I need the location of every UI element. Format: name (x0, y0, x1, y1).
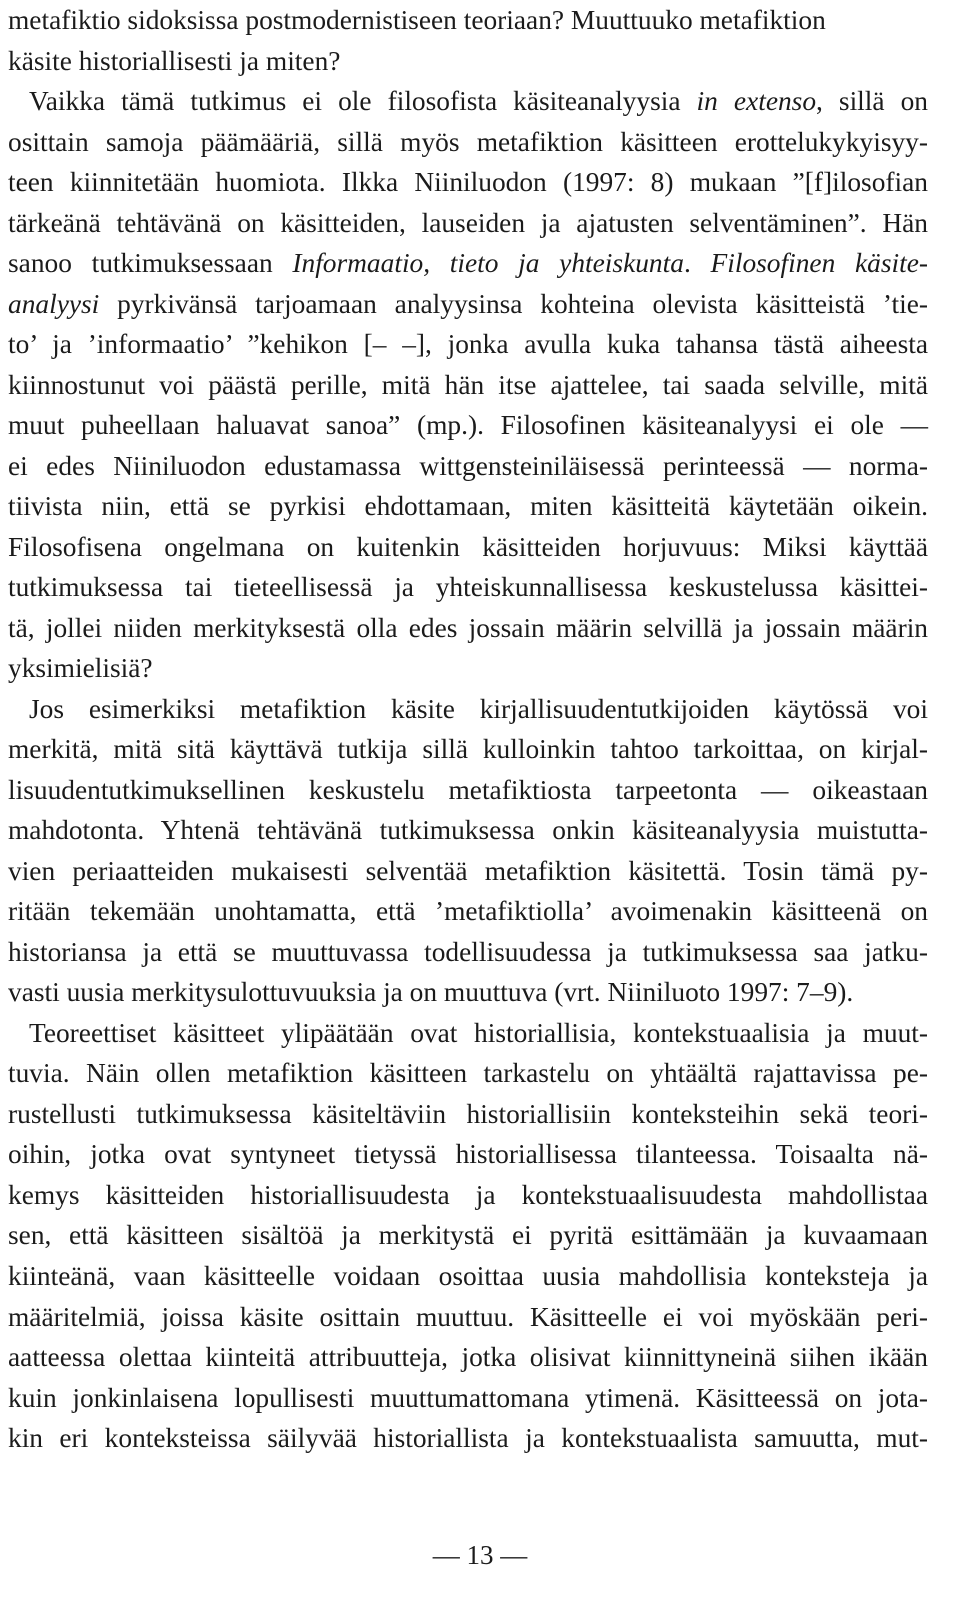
text-line (8, 446, 928, 487)
text-segment: tä, jollei niiden merkityksestä olla edes jossain määrin selvillä ja jossain määrin (8, 612, 928, 643)
text-segment: mahdotonta. Yhtenä tehtävänä tutkimuksessa onkin käsiteanalyysia muistutta- (8, 815, 928, 846)
text-segment: historiansa ja että se muuttuvassa todellisuudessa ja tutkimuksessa saa jatku- (8, 936, 928, 967)
text-line (8, 1337, 928, 1378)
text-segment: aatteessa olettaa kiinteitä attribuutteja, jotka olisivat kiinnittyneinä siihen ikään (8, 1342, 928, 1373)
text-segment: rustellusti tutkimuksessa käsiteltäviin historiallisiin konteksteihin sekä teori- (8, 1098, 928, 1129)
text-line (8, 527, 928, 568)
text-line (8, 486, 928, 527)
text-line (8, 365, 928, 406)
text-segment: käsite historiallisesti ja miten? (8, 45, 341, 76)
text-segment: lisuudentutkimuksellinen keskustelu metafiktiosta tarpeetonta — oikeastaan (8, 774, 928, 805)
italic-text-segment: in extenso (696, 86, 817, 117)
text-segment: metafiktio sidoksissa postmodernistiseen teoriaan? Muuttuuko metafiktion (8, 5, 826, 35)
text-line (8, 1418, 928, 1459)
italic-text-segment: Filosofinen käsite- (710, 248, 928, 279)
body-text (8, 0, 928, 1459)
text-segment: Teoreettiset käsitteet ylipäätään ovat historiallisia, kontekstuaalisia ja muut- (29, 1017, 928, 1048)
text-segment: vien periaatteiden mukaisesti selventää metafiktion käsitettä. Tosin tämä py- (8, 855, 928, 886)
text-segment: sanoo tutkimuksessaan (8, 248, 293, 279)
text-segment: Filosofisena ongelmana on kuitenkin käsitteiden horjuvuus: Miksi käyttää (8, 531, 928, 562)
text-line (8, 243, 928, 284)
text-line (8, 0, 928, 41)
text-segment: oihin, jotka ovat syntyneet tietyssä historiallisessa tilanteessa. Toisaalta nä- (8, 1139, 928, 1170)
text-segment: . (683, 248, 711, 279)
text-line (8, 1013, 928, 1054)
text-segment: kin eri konteksteissa säilyvää historiallista ja kontekstuaalista samuutta, mut- (8, 1423, 928, 1454)
text-line (8, 162, 928, 203)
text-line (8, 203, 928, 244)
text-line (8, 932, 928, 973)
italic-text-segment: analyysi (8, 288, 100, 319)
text-line (8, 1134, 928, 1175)
text-segment: muut puheellaan haluavat sanoa” (mp.). Filosofinen käsiteanalyysi ei ole — (8, 410, 928, 441)
text-segment: ritään tekemään unohtamatta, että ’metafiktiolla’ avoimenakin käsitteenä on (8, 896, 928, 927)
text-segment: ei edes Niiniluodon edustamassa wittgensteiniläisessä perinteessä — norma- (8, 450, 928, 481)
text-line (8, 891, 928, 932)
text-segment: kemys käsitteiden historiallisuudesta ja kontekstuaalisuudesta mahdollistaa (8, 1179, 928, 1210)
text-segment: kuin jonkinlaisena lopullisesti muuttumattomana ytimenä. Käsitteessä on jota- (8, 1382, 928, 1413)
text-line (8, 1378, 928, 1419)
text-line (8, 1256, 928, 1297)
text-line (8, 1175, 928, 1216)
text-segment: to’ ja ’informaatio’ ”kehikon [– –], jonka avulla kuka tahansa tästä aiheesta (8, 329, 928, 360)
text-line (8, 1094, 928, 1135)
text-line (8, 689, 928, 730)
text-segment: osittain samoja päämääriä, sillä myös metafiktion käsitteen erottelukykyisyy- (8, 126, 928, 157)
text-line (8, 648, 928, 689)
text-segment: tuvia. Näin ollen metafiktion käsitteen tarkastelu on yhtäältä rajattavissa pe- (8, 1058, 928, 1089)
text-line (8, 567, 928, 608)
text-line (8, 972, 928, 1013)
text-line (8, 729, 928, 770)
text-segment: teen kiinnitetään huomiota. Ilkka Niiniluodon (1997: 8) mukaan ”[f]ilosofian (8, 167, 928, 198)
text-line (8, 1053, 928, 1094)
italic-text-segment: Informaatio, tieto ja yhteiskunta (292, 248, 684, 279)
text-segment: Vaikka tämä tutkimus ei ole filosofista käsiteanalyysia (29, 86, 697, 117)
text-line (8, 810, 928, 851)
text-segment: tärkeänä tehtävänä on käsitteiden, lauseiden ja ajatusten selventäminen”. Hän (8, 207, 928, 238)
text-segment: merkitä, mitä sitä käyttävä tutkija sillä kulloinkin tahtoo tarkoittaa, on kirjal- (8, 734, 928, 765)
text-line (8, 41, 928, 82)
page-number: — 13 — (432, 1540, 528, 1570)
text-line (8, 1297, 928, 1338)
text-line (8, 608, 928, 649)
text-segment: sen, että käsitteen sisältöä ja merkitystä ei pyritä esittämään ja kuvaamaan (8, 1220, 928, 1251)
text-line (8, 851, 928, 892)
text-segment: vasti uusia merkitysulottuvuuksia ja on muuttuva (vrt. Niiniluoto 1997: 7–9). (8, 977, 854, 1008)
text-segment: määritelmiä, joissa käsite osittain muuttuu. Käsitteelle ei voi myöskään peri- (8, 1301, 928, 1332)
text-segment: kiinnostunut voi päästä perille, mitä hän itse ajattelee, tai saada selville, mitä (8, 369, 928, 400)
text-segment: yksimielisiä? (8, 653, 153, 684)
text-segment: , sillä on (816, 86, 928, 117)
text-line (8, 1215, 928, 1256)
text-line (8, 324, 928, 365)
text-line (8, 81, 928, 122)
text-line (8, 770, 928, 811)
text-segment: Jos esimerkiksi metafiktion käsite kirjallisuudentutkijoiden käytössä voi (29, 693, 928, 724)
text-line (8, 122, 928, 163)
text-segment: kiinteänä, vaan käsitteelle voidaan osoittaa uusia mahdollisia konteksteja ja (8, 1260, 928, 1291)
text-segment: tutkimuksessa tai tieteellisessä ja yhteiskunnallisessa keskustelussa käsittei- (8, 572, 928, 603)
text-line (8, 284, 928, 325)
text-line (8, 405, 928, 446)
text-segment: pyrkivänsä tarjoamaan analyysinsa kohteina olevista käsitteistä ’tie- (99, 288, 928, 319)
text-segment: tiivista niin, että se pyrkisi ehdottamaan, miten käsitteitä käytetään oikein. (8, 491, 928, 522)
